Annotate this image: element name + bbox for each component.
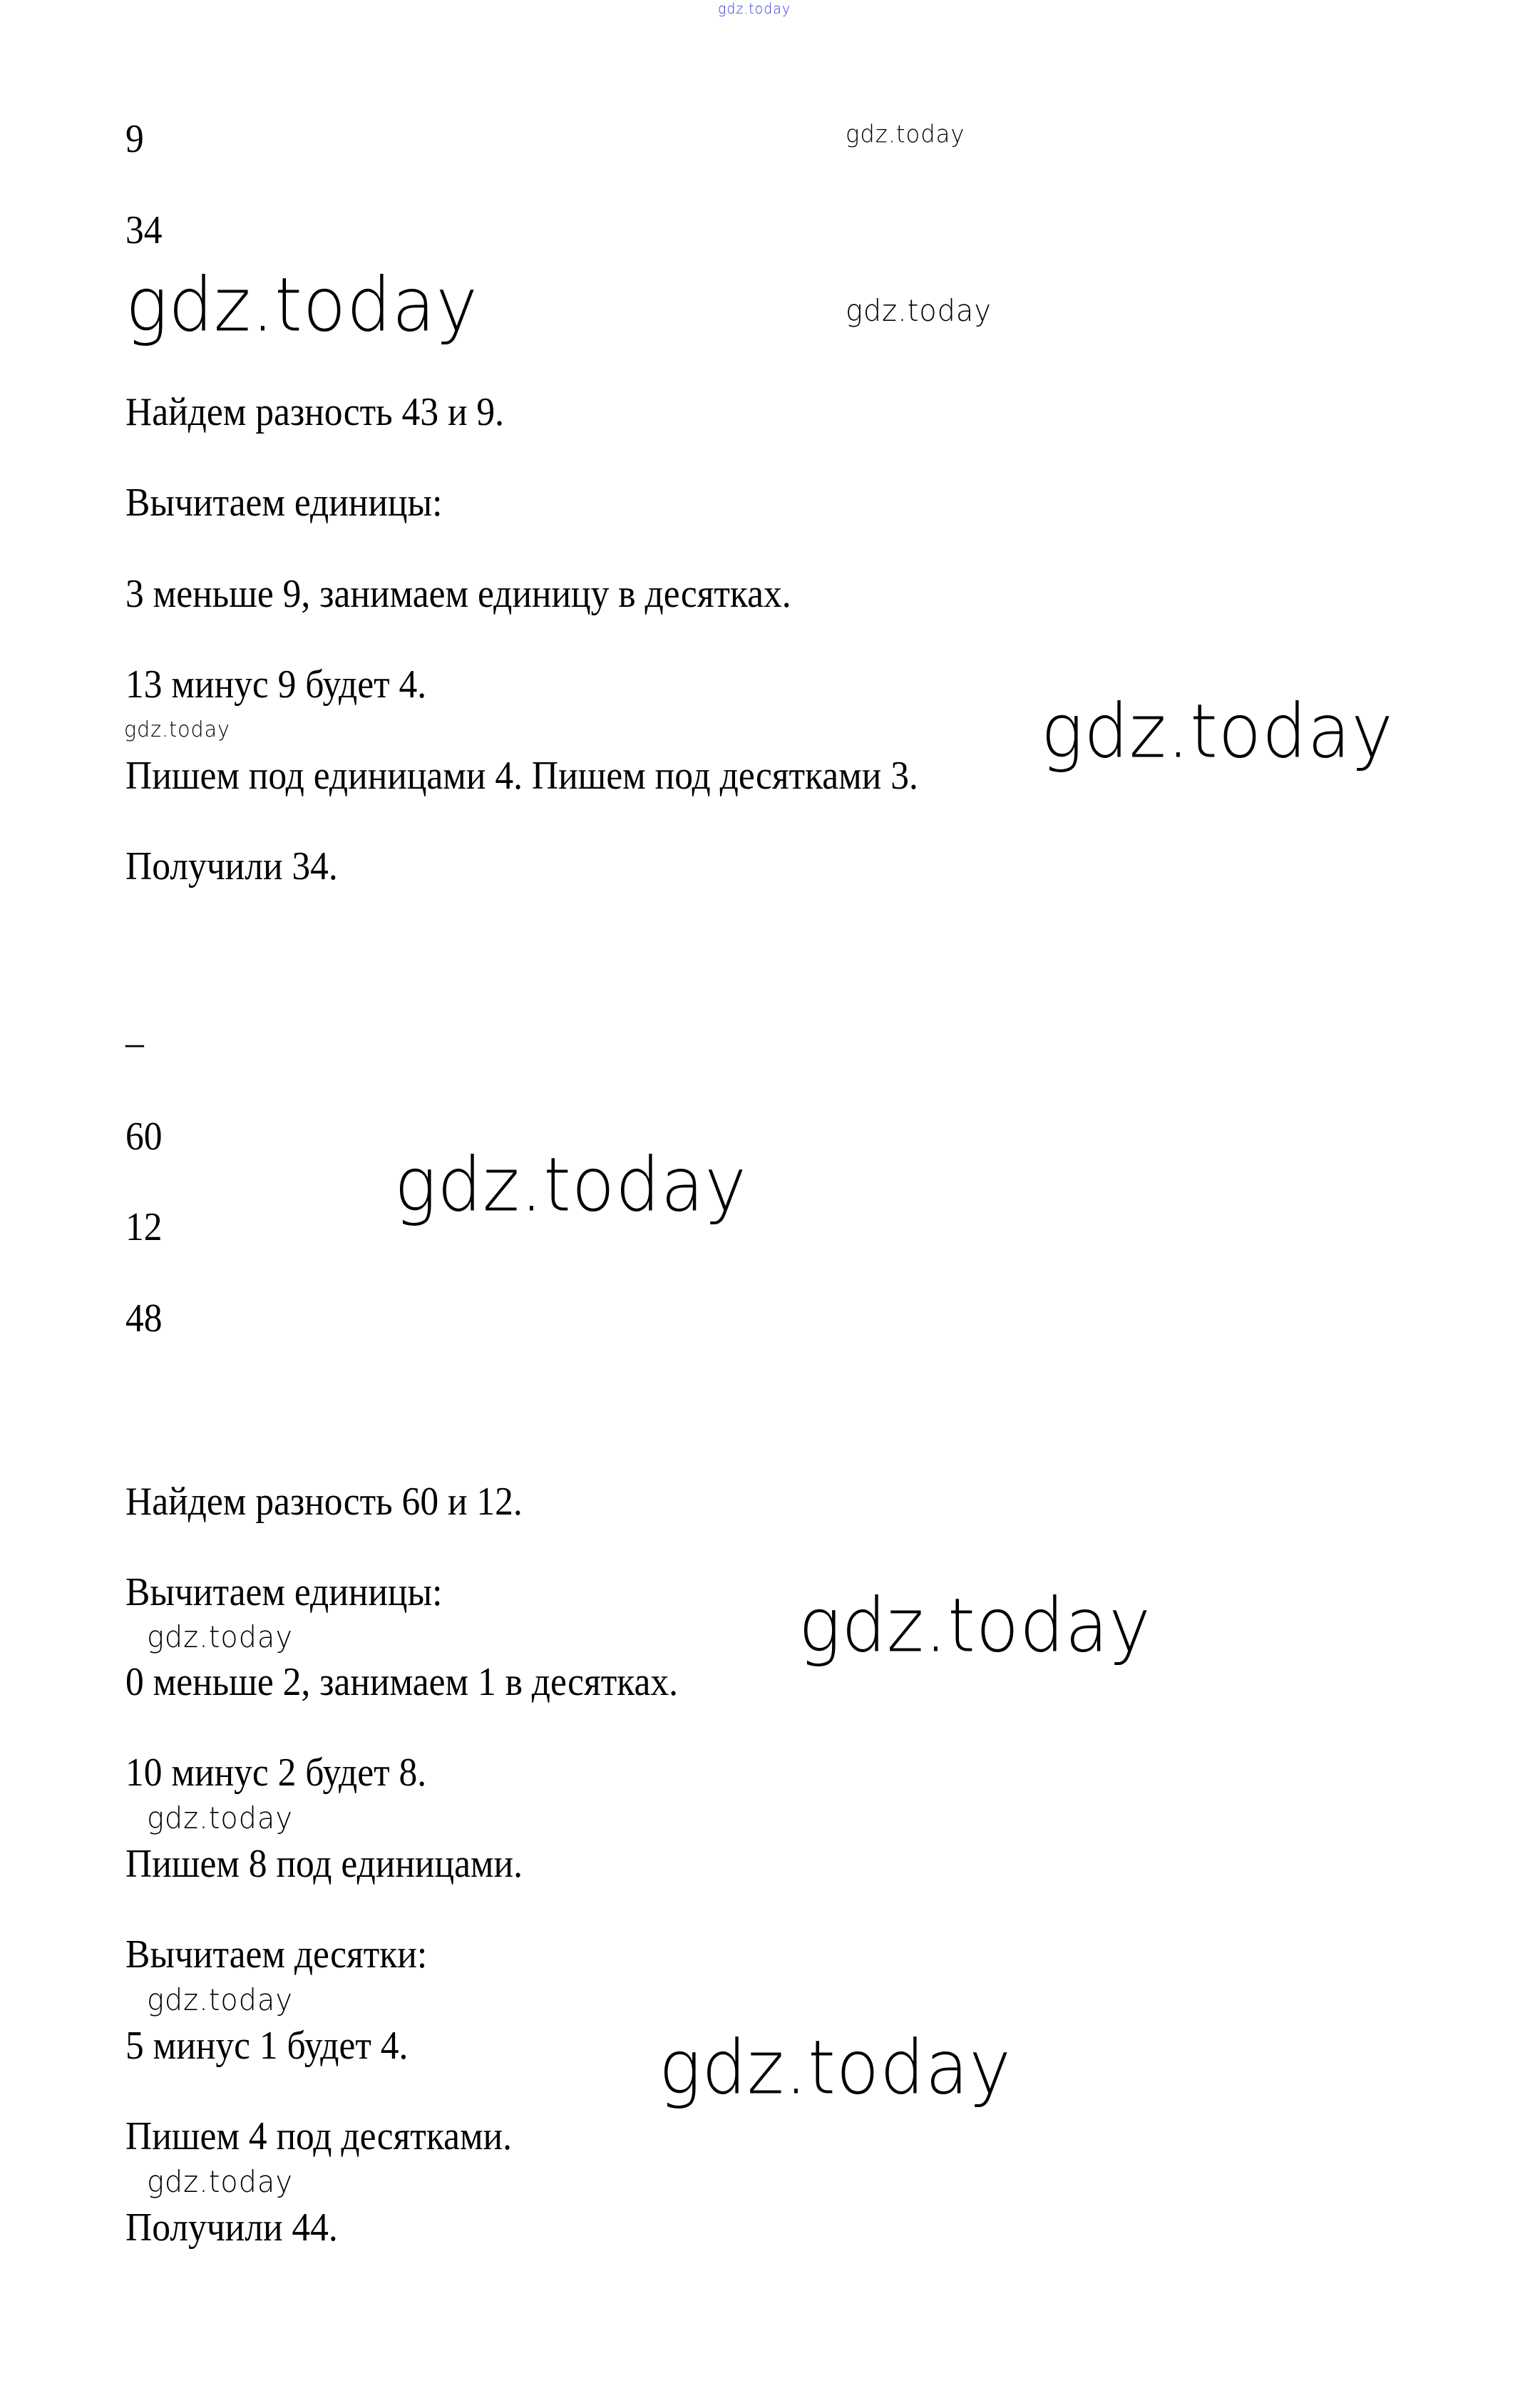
watermark: gdz.today — [846, 120, 965, 149]
step-text: Получили 34. — [125, 844, 338, 888]
watermark: gdz.today — [1041, 687, 1394, 775]
minus-sign: – — [125, 1020, 144, 1065]
result-1: 34 — [125, 208, 163, 252]
watermark: gdz.today — [125, 261, 478, 349]
watermark: gdz.today — [846, 292, 992, 328]
step-text: 13 минус 9 будет 4. — [125, 662, 427, 707]
step-text: Получили 44. — [125, 2205, 338, 2250]
step-text: 0 меньше 2, занимаем 1 в десятках. — [125, 1660, 678, 1704]
step-text: Вычитаем десятки: — [125, 1932, 428, 1977]
step-text: Вычитаем единицы: — [125, 481, 443, 525]
watermark: gdz.today — [659, 2024, 1012, 2111]
watermark: gdz.today — [124, 717, 230, 742]
step-text: Найдем разность 60 и 12. — [125, 1480, 523, 1524]
watermark: gdz.today — [147, 1800, 293, 1835]
step-text: 3 меньше 9, занимаем единицу в десятках. — [125, 572, 791, 616]
step-text: Найдем разность 43 и 9. — [125, 390, 505, 434]
subtrahend-2: 12 — [125, 1205, 163, 1249]
watermark: gdz.today — [798, 1582, 1151, 1669]
step-text: Пишем 4 под десятками. — [125, 2114, 512, 2158]
watermark-top: gdz.today — [718, 0, 791, 17]
watermark: gdz.today — [394, 1141, 747, 1229]
watermark: gdz.today — [147, 2163, 293, 2199]
step-text: Пишем под единицами 4. Пишем под десятками 3. — [125, 754, 918, 798]
step-text: Пишем 8 под единицами. — [125, 1842, 523, 1886]
watermark: gdz.today — [147, 1619, 293, 1654]
subtrahend-1: 9 — [125, 117, 144, 161]
minuend-2: 60 — [125, 1115, 163, 1159]
step-text: 10 минус 2 будет 8. — [125, 1751, 427, 1795]
step-text: 5 минус 1 будет 4. — [125, 2024, 409, 2068]
watermark: gdz.today — [147, 1982, 293, 2017]
step-text: Вычитаем единицы: — [125, 1570, 443, 1614]
result-2: 48 — [125, 1296, 163, 1341]
